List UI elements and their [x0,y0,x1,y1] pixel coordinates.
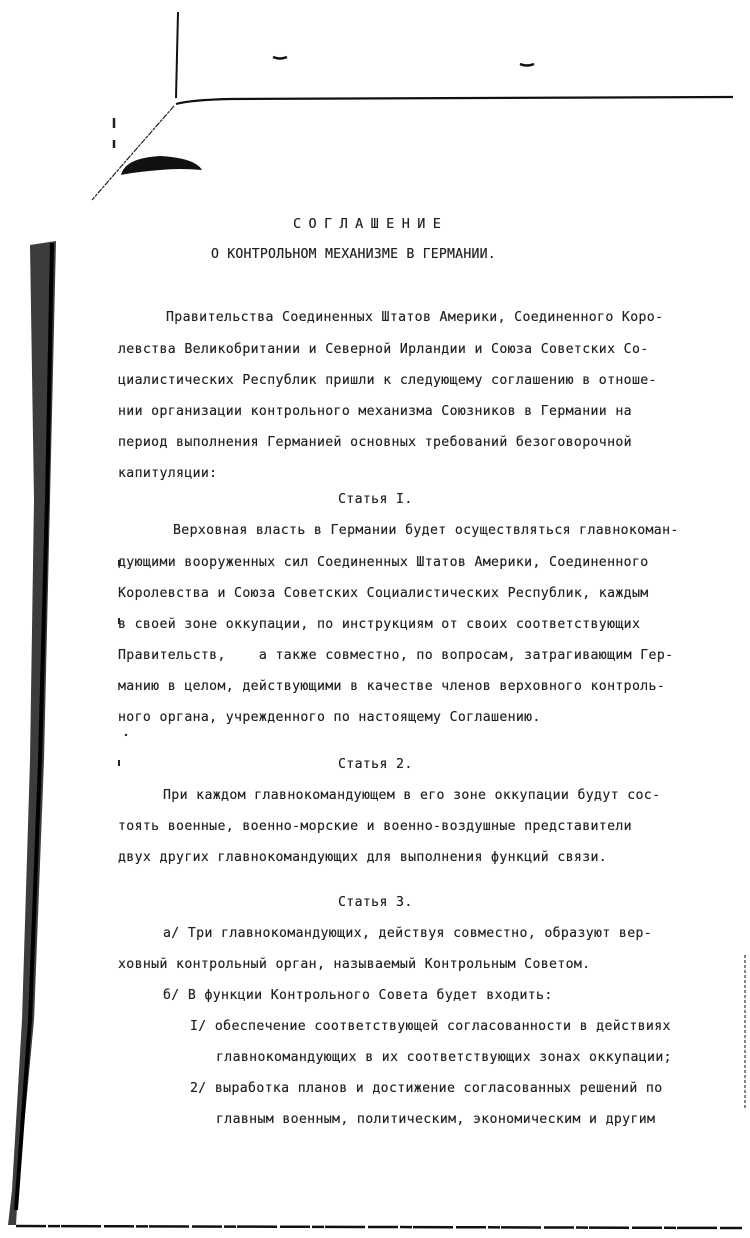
article-line: б/ В функции Контрольного Совета будет входить: [163,988,553,1003]
list-item: I/ обеспечение соответствующей согласованности в действиях [190,1019,671,1034]
preamble-line: капитуляции: [118,466,218,481]
article-heading: Статья 3. [338,895,413,910]
bottom-page-edge [16,1226,742,1228]
fold-diagonal [92,106,174,200]
article-line: в своей зоне оккупации, по инструкциям от своих соответствующих [118,617,641,632]
top-page-edge [176,97,733,104]
tick-mark [520,64,534,66]
article-line: тоять военные, военно-морские и военно-воздушные представители [118,819,632,834]
list-item-continuation: главнокомандующих в их соответствующих зонах оккупации; [216,1050,672,1065]
article-heading: Статья 2. [338,757,413,772]
preamble-line: левства Великобритании и Северной Ирландии и Союза Советских Со- [118,342,649,357]
preamble-line: период выполнения Германией основных требований безоговорочной [118,435,632,450]
article-line: Королевства и Союза Советских Социалистических Республик, каждым [118,586,649,601]
article-line: Правительств, а также совместно, по вопросам, затрагивающим Гер- [118,648,674,663]
list-item: 2/ выработка планов и достижение согласованных решений по [190,1081,663,1096]
article-line: ховный контрольный орган, называемый Контрольным Советом. [118,957,591,972]
document-title: СОГЛАШЕНИЕ [293,216,449,232]
article-line: манию в целом, действующими в качестве членов верховного контроль- [118,679,666,694]
preamble-line: циалистических Республик пришли к следующему соглашению в отноше- [118,373,657,388]
preamble-line: Правительства Соединенных Штатов Америки, Соединенного Коро- [166,310,664,325]
smudge-blob [121,156,202,175]
article-line: двух других главнокомандующих для выполнения функций связи. [118,850,608,865]
article-line: При каждом главнокомандующем в его зоне оккупации будут сос- [163,788,661,803]
article-line: Верховная власть в Германии будет осуществляться главнокоман- [173,523,679,538]
left-page-edge-core [16,243,52,1210]
article-heading: Статья I. [338,492,413,507]
list-item-continuation: главным военным, политическим, экономическим и другим [216,1112,656,1127]
corner-vertical-edge [176,12,178,98]
document-subtitle: О КОНТРОЛЬНОМ МЕХАНИЗМЕ В ГЕРМАНИИ. [211,247,496,262]
article-line: ного органа, учрежденного по настоящему Соглашению. [118,710,541,725]
left-page-edge [8,241,56,1225]
article-line: а/ Три главнокомандующих, действуя совместно, образуют вер- [163,926,653,941]
preamble-line: нии организации контрольного механизма Союзников в Германии на [118,404,632,419]
article-line: дующими вооруженных сил Соединенных Штатов Америки, Соединенного [118,555,649,570]
tick-mark [273,57,287,59]
